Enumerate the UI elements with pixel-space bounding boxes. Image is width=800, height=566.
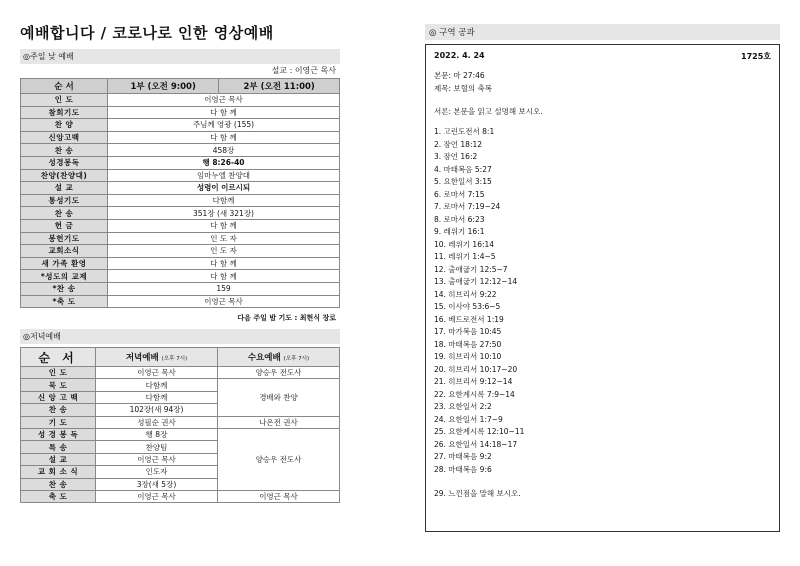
study-question: 27. 마태복음 9:2 bbox=[434, 452, 492, 461]
sunday-row-value: 다함께 bbox=[108, 194, 340, 207]
sunday-row bbox=[21, 270, 340, 283]
sunday-order-table bbox=[20, 78, 340, 308]
evening-row-value: 이영근 목사 bbox=[96, 491, 218, 503]
evening-row-value: 다함께 bbox=[96, 379, 218, 391]
sunday-row bbox=[21, 119, 340, 132]
evening-row bbox=[21, 416, 340, 428]
sunday-row-label: 찬 송 bbox=[21, 144, 108, 157]
evening-row-label: 기 도 bbox=[21, 416, 96, 428]
sunday-row-value: 행 8:26-40 bbox=[108, 156, 340, 169]
sunday-row-label: *찬 송 bbox=[21, 282, 108, 295]
study-question: 20. 히브리서 10:17~20 bbox=[434, 364, 518, 374]
sunday-row bbox=[21, 144, 340, 157]
study-question: 3. 잠언 16:2 bbox=[434, 152, 478, 161]
wednesday-value-prayer: 나온전 권사 bbox=[218, 416, 340, 428]
wednesday-value-benediction: 이영근 목사 bbox=[218, 491, 340, 503]
sunday-row-value: 임마누엘 찬양대 bbox=[108, 169, 340, 182]
study-question: 16. 베드로전서 1:19 bbox=[434, 314, 504, 324]
sunday-row-value: 다 함 께 bbox=[108, 270, 340, 283]
study-question: 7. 로마서 7:19~24 bbox=[434, 202, 501, 211]
sunday-row-label: 찬 송 bbox=[21, 207, 108, 220]
sunday-row-value: 이영근 목사 bbox=[108, 295, 340, 308]
study-question: 23. 요한일서 2:2 bbox=[434, 402, 492, 411]
evening-row-label: 인 도 bbox=[21, 367, 96, 379]
evening-row-value: 3장(새 5장) bbox=[96, 478, 218, 490]
evening-row-value: 이영근 목사 bbox=[96, 367, 218, 379]
study-box-top bbox=[434, 51, 771, 62]
sunday-section-header: ◎주일 낮 예배 bbox=[20, 49, 340, 64]
study-question: 18. 마태복음 27:50 bbox=[434, 339, 502, 349]
sunday-row bbox=[21, 282, 340, 295]
evening-row-label: 설 교 bbox=[21, 453, 96, 465]
evening-row-value: 찬양팀 bbox=[96, 441, 218, 453]
evening-order-table bbox=[20, 347, 340, 503]
evening-row-value: 다함께 bbox=[96, 391, 218, 403]
evening-row bbox=[21, 429, 340, 441]
sunday-preacher: 설교 : 이영근 목사 bbox=[271, 66, 336, 75]
sunday-row-value: 다 함 께 bbox=[108, 131, 340, 144]
evening-header-evening bbox=[96, 348, 218, 367]
sunday-row-label: 설 교 bbox=[21, 182, 108, 195]
evening-row-label: 성 경 봉 독 bbox=[21, 429, 96, 441]
study-question: 2. 잠언 18:12 bbox=[434, 139, 483, 149]
evening-row-label: 찬 송 bbox=[21, 404, 96, 416]
sunday-row-value: 458장 bbox=[108, 144, 340, 157]
study-question: 8. 로마서 6:23 bbox=[434, 214, 485, 224]
sunday-row-value: 다 함 께 bbox=[108, 219, 340, 232]
evening-row bbox=[21, 379, 340, 391]
study-question: 25. 요한계시록 12:10~11 bbox=[434, 427, 525, 436]
sunday-row bbox=[21, 207, 340, 220]
sunday-row bbox=[21, 156, 340, 169]
header-service-2: 2부 (오전 11:00) bbox=[219, 79, 340, 94]
study-question: 9. 레위기 16:1 bbox=[434, 227, 485, 236]
study-question: 14. 히브리서 9:22 bbox=[434, 289, 497, 299]
sunday-row-label: 교회소식 bbox=[21, 245, 108, 258]
evening-row-value: 행 8장 bbox=[96, 429, 218, 441]
study-section-header: ◎ 구역 공과 bbox=[425, 24, 780, 40]
sunday-row-label: *성도의 교제 bbox=[21, 270, 108, 283]
study-issue-number: 1725호 bbox=[741, 52, 771, 61]
worship-column bbox=[20, 22, 340, 503]
study-question: 10. 레위기 16:14 bbox=[434, 239, 495, 249]
study-instruction: 서론: 본문을 읽고 설명해 보시오. bbox=[434, 107, 543, 116]
study-question: 15. 이사야 53:6~5 bbox=[434, 302, 501, 311]
study-question: 28. 마태복음 9:6 bbox=[434, 464, 492, 474]
study-question-list bbox=[434, 127, 771, 474]
study-question: 22. 요한계시록 7:9~14 bbox=[434, 389, 515, 399]
study-topic: 제목: 보혈의 축복 bbox=[434, 84, 493, 93]
study-question: 26. 요한일서 14:18~17 bbox=[434, 439, 518, 449]
evening-row-label: 교 회 소 식 bbox=[21, 466, 96, 478]
next-prayer-note: 다음 주일 밤 기도 : 최현식 장로 bbox=[237, 314, 336, 323]
evening-table-header bbox=[21, 348, 340, 367]
sunday-row bbox=[21, 194, 340, 207]
evening-row-label: 신 앙 고 백 bbox=[21, 391, 96, 403]
study-question: 11. 레위기 1:4~5 bbox=[434, 252, 496, 261]
sunday-row-label: 새 가족 환영 bbox=[21, 257, 108, 270]
evening-row-label: 묵 도 bbox=[21, 379, 96, 391]
sunday-row-value: 다 함 께 bbox=[108, 106, 340, 119]
study-date: 2022. 4. 24 bbox=[434, 51, 485, 60]
study-question: 19. 히브리서 10:10 bbox=[434, 352, 502, 361]
evening-row-value: 102장(새 94장) bbox=[96, 404, 218, 416]
study-question: 24. 요한일서 1:7~9 bbox=[434, 414, 503, 424]
sunday-row-value: 다 함 께 bbox=[108, 257, 340, 270]
sunday-row bbox=[21, 257, 340, 270]
sunday-row bbox=[21, 106, 340, 119]
wednesday-value-lead: 양승우 전도사 bbox=[218, 367, 340, 379]
sunday-row bbox=[21, 295, 340, 308]
evening-row-value: 성필순 권사 bbox=[96, 416, 218, 428]
sunday-row bbox=[21, 219, 340, 232]
sunday-row-label: 신앙고백 bbox=[21, 131, 108, 144]
evening-row bbox=[21, 491, 340, 503]
study-question: 1. 고린도전서 8:1 bbox=[434, 127, 495, 136]
evening-section-header: ◎저녁예배 bbox=[20, 329, 340, 344]
study-question: 5. 요한일서 3:15 bbox=[434, 177, 492, 186]
sunday-row-label: 성경봉독 bbox=[21, 156, 108, 169]
sunday-row-label: 봉헌기도 bbox=[21, 232, 108, 245]
sunday-table-body bbox=[21, 94, 340, 308]
study-question: 13. 출애굽기 12:12~14 bbox=[434, 277, 518, 286]
evening-header-evening-time: (오후 7시) bbox=[161, 356, 188, 363]
sunday-row-label: *축 도 bbox=[21, 295, 108, 308]
evening-header-evening-label: 저녁예배 bbox=[125, 353, 159, 364]
evening-row-label: 찬 송 bbox=[21, 478, 96, 490]
evening-header-wed-label: 수요예배 bbox=[247, 353, 281, 364]
evening-header-wed bbox=[218, 348, 340, 367]
sunday-row-value: 인 도 자 bbox=[108, 232, 340, 245]
evening-row-label: 축 도 bbox=[21, 491, 96, 503]
evening-row-label: 특 송 bbox=[21, 441, 96, 453]
sunday-row-label: 인 도 bbox=[21, 94, 108, 107]
study-question: 17. 마가복음 10:45 bbox=[434, 327, 502, 336]
evening-row-value: 이영근 목사 bbox=[96, 453, 218, 465]
sunday-row-value: 인 도 자 bbox=[108, 245, 340, 258]
sunday-row-label: 헌 금 bbox=[21, 219, 108, 232]
wednesday-value-worship: 경배와 찬양 bbox=[218, 379, 340, 416]
sunday-row-label: 찬양(찬양대) bbox=[21, 169, 108, 182]
study-question: 12. 출애굽기 12:5~7 bbox=[434, 264, 508, 274]
study-final-question: 29. 느낀점을 말해 보시오. bbox=[434, 488, 521, 498]
header-service-1: 1부 (오전 9:00) bbox=[108, 79, 219, 94]
sunday-row-value: 성령이 이르시되 bbox=[108, 182, 340, 195]
sunday-row-value: 이영근 목사 bbox=[108, 94, 340, 107]
sunday-row-label: 찬 양 bbox=[21, 119, 108, 132]
evening-table-body bbox=[21, 367, 340, 503]
wednesday-value-sermon: 양승우 전도사 bbox=[218, 429, 340, 491]
sunday-row-value: 159 bbox=[108, 282, 340, 295]
evening-header-wed-time: (오후 7시) bbox=[283, 356, 310, 363]
sunday-row-label: 참회기도 bbox=[21, 106, 108, 119]
sunday-row bbox=[21, 245, 340, 258]
sunday-row-value: 351장 (새 321장) bbox=[108, 207, 340, 220]
sunday-row bbox=[21, 232, 340, 245]
sunday-row bbox=[21, 131, 340, 144]
study-column bbox=[425, 24, 780, 532]
sunday-table-header bbox=[21, 79, 340, 94]
study-passage: 본문: 마 27:46 bbox=[434, 71, 485, 80]
header-order: 순 서 bbox=[21, 79, 108, 94]
sunday-row bbox=[21, 94, 340, 107]
sunday-row bbox=[21, 182, 340, 195]
evening-row-value: 인도자 bbox=[96, 466, 218, 478]
study-question: 6. 로마서 7:15 bbox=[434, 189, 485, 199]
evening-row bbox=[21, 367, 340, 379]
sunday-row bbox=[21, 169, 340, 182]
study-box bbox=[425, 44, 780, 532]
study-question: 21. 히브리서 9:12~14 bbox=[434, 377, 513, 386]
sunday-row-label: 통성기도 bbox=[21, 194, 108, 207]
page-title: 예배합니다 / 코로나로 인한 영상예배 bbox=[20, 24, 274, 42]
sunday-row-value: 주님께 영광 (155) bbox=[108, 119, 340, 132]
study-question: 4. 마태복음 5:27 bbox=[434, 164, 492, 174]
evening-header-order: 순 서 bbox=[21, 348, 96, 367]
